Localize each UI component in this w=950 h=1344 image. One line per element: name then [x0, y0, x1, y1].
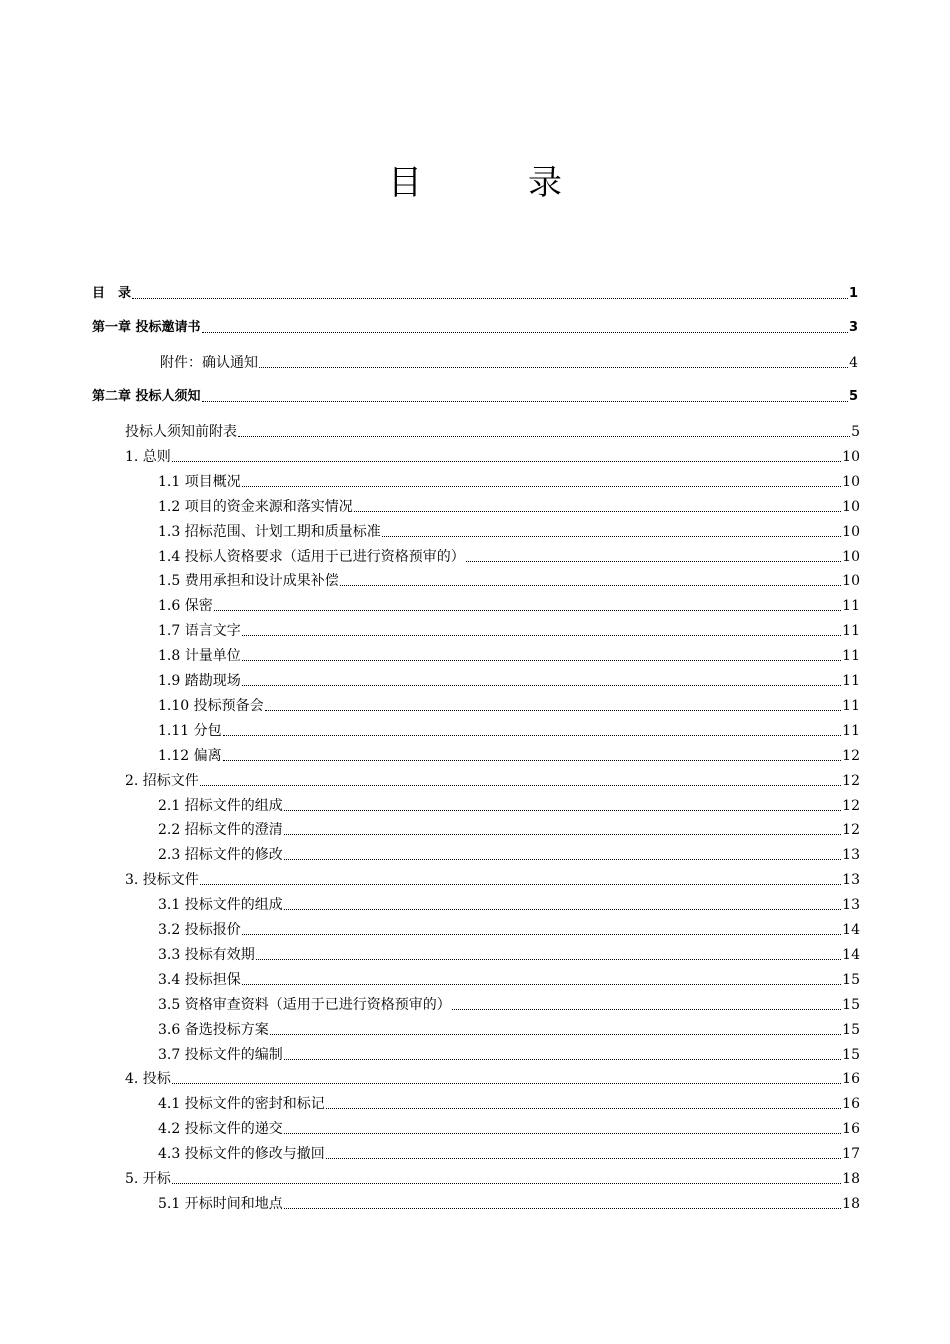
- toc-entry-label: 第一章 投标邀请书: [92, 320, 201, 335]
- toc-entry-page-number: 10: [842, 498, 860, 515]
- toc-entry[interactable]: [125, 448, 860, 466]
- toc-entry-label: 4.2 投标文件的递交: [158, 1121, 283, 1138]
- toc-entry-label: 5. 开标: [125, 1171, 171, 1187]
- toc-entry-page-number: 12: [842, 797, 860, 814]
- toc-entry-label: 3.7 投标文件的编制: [158, 1046, 283, 1063]
- toc-entry[interactable]: [158, 647, 860, 665]
- toc-entry-page-number: 11: [842, 697, 860, 714]
- toc-entry-page-number: 15: [842, 1021, 860, 1038]
- toc-entry-label: 5.1 开标时间和地点: [158, 1195, 283, 1212]
- toc-entry-page-number: 16: [842, 1096, 860, 1113]
- toc-entry[interactable]: [92, 285, 858, 303]
- toc-entry-page-number: 11: [842, 673, 860, 689]
- toc-entry[interactable]: [160, 354, 858, 372]
- toc-entry[interactable]: [158, 996, 860, 1014]
- toc-entry-label: 3.2 投标报价: [158, 922, 241, 938]
- toc-entry-label: 附件：确认通知: [160, 355, 258, 371]
- toc-entry[interactable]: [158, 722, 860, 740]
- toc-entry-label: 4. 投标: [125, 1071, 171, 1088]
- page-title: 目 录: [388, 163, 598, 203]
- toc-entry[interactable]: [158, 747, 860, 765]
- toc-entry-label: 1.5 费用承担和设计成果补偿: [158, 573, 339, 590]
- dot-leader: [326, 1094, 841, 1109]
- toc-entry-page-number: 10: [842, 523, 860, 540]
- dot-leader: [284, 1045, 841, 1060]
- toc-entry[interactable]: [125, 1170, 860, 1188]
- dot-leader: [466, 547, 841, 562]
- toc-entry[interactable]: [125, 1070, 860, 1088]
- toc-entry-label: 1.7 语言文字: [158, 623, 241, 640]
- dot-leader: [242, 472, 841, 487]
- toc-entry-label: 2.1 招标文件的组成: [158, 797, 283, 814]
- dot-leader: [242, 671, 841, 686]
- toc-entry-label: 4.1 投标文件的密封和标记: [158, 1096, 325, 1113]
- toc-entry-page-number: 13: [842, 847, 860, 864]
- toc-entry-label: 2.3 招标文件的修改: [158, 847, 283, 864]
- dot-leader: [200, 870, 841, 885]
- dot-leader: [172, 1069, 841, 1084]
- toc-entry[interactable]: [158, 1046, 860, 1064]
- toc-entry[interactable]: [158, 1095, 860, 1113]
- toc-entry-page-number: 11: [842, 648, 860, 665]
- toc-entry-label: 1.9 踏勘现场: [158, 673, 241, 689]
- toc-entry-page-number: 12: [842, 822, 860, 839]
- toc-entry-page-number: 11: [842, 722, 860, 739]
- toc-entry-page-number: 5: [851, 424, 860, 440]
- dot-leader: [452, 995, 841, 1010]
- toc-entry-label: 投标人须知前附表: [125, 424, 237, 440]
- toc-entry-label: 1.2 项目的资金来源和落实情况: [158, 498, 353, 515]
- toc-entry-label: 3.1 投标文件的组成: [158, 897, 283, 914]
- toc-entry-page-number: 16: [842, 1121, 860, 1138]
- dot-leader: [200, 771, 841, 786]
- toc-entry[interactable]: [158, 846, 860, 864]
- dot-leader: [238, 422, 850, 437]
- toc-entry-label: 3. 投标文件: [125, 872, 199, 889]
- toc-entry[interactable]: [125, 772, 860, 790]
- toc-entry[interactable]: [158, 548, 860, 566]
- toc-entry[interactable]: [158, 1021, 860, 1039]
- toc-entry-label: 3.6 备选投标方案: [158, 1021, 269, 1038]
- dot-leader: [172, 447, 841, 462]
- toc-entry-label: 3.3 投标有效期: [158, 946, 255, 963]
- toc-entry-label: 4.3 投标文件的修改与撤回: [158, 1146, 325, 1163]
- toc-entry-page-number: 10: [842, 473, 860, 490]
- toc-entry[interactable]: [158, 1145, 860, 1163]
- dot-leader: [242, 970, 841, 985]
- toc-entry-label: 3.5 资格审查资料（适用于已进行资格预审的）: [158, 996, 451, 1013]
- dot-leader: [284, 1194, 841, 1209]
- toc-entry-label: 1.1 项目概况: [158, 473, 241, 490]
- toc-entry[interactable]: [158, 572, 860, 590]
- dot-leader: [223, 721, 842, 736]
- dot-leader: [326, 1144, 841, 1159]
- toc-entry-label: 1. 总则: [125, 448, 171, 465]
- dot-leader: [242, 646, 841, 661]
- toc-entry[interactable]: [158, 672, 860, 690]
- toc-entry-page-number: 14: [842, 946, 860, 963]
- dot-leader: [284, 1119, 841, 1134]
- toc-entry[interactable]: [125, 871, 860, 889]
- toc-entry-label: 1.6 保密: [158, 598, 213, 615]
- toc-entry[interactable]: [158, 523, 860, 541]
- toc-entry[interactable]: [158, 473, 860, 491]
- toc-entry-page-number: 15: [842, 1046, 860, 1063]
- toc-entry[interactable]: [92, 319, 858, 337]
- dot-leader: [382, 522, 841, 537]
- dot-leader: [284, 845, 841, 860]
- toc-entry-label: 1.3 招标范围、计划工期和质量标准: [158, 523, 381, 540]
- toc-entry-label: 2. 招标文件: [125, 772, 199, 789]
- toc-entry-page-number: 13: [842, 872, 860, 889]
- toc-entry[interactable]: [125, 423, 860, 441]
- dot-leader: [202, 318, 848, 333]
- toc-entry[interactable]: [158, 971, 860, 989]
- toc-entry-label: 1.10 投标预备会: [158, 697, 264, 714]
- dot-leader: [202, 387, 848, 402]
- toc-entry-page-number: 10: [842, 548, 860, 565]
- toc-entry[interactable]: [158, 697, 860, 715]
- toc-entry-page-number: 12: [842, 747, 860, 764]
- toc-entry[interactable]: [158, 498, 860, 516]
- dot-leader: [284, 895, 841, 910]
- toc-entry[interactable]: [158, 821, 860, 839]
- dot-leader: [354, 497, 841, 512]
- dot-leader: [284, 796, 841, 811]
- toc-entry-label: 1.11 分包: [158, 722, 222, 739]
- toc-entry[interactable]: [158, 1195, 860, 1213]
- toc-entry-page-number: 17: [842, 1146, 860, 1163]
- toc-entry[interactable]: [158, 921, 860, 939]
- toc-entry[interactable]: [92, 388, 858, 406]
- dot-leader: [340, 571, 841, 586]
- toc-entry-label: 1.12 偏离: [158, 747, 222, 764]
- toc-entry[interactable]: [158, 622, 860, 640]
- dot-leader: [270, 1020, 841, 1035]
- toc-entry-page-number: 18: [842, 1171, 860, 1187]
- toc-entry[interactable]: [158, 896, 860, 914]
- toc-entry-page-number: 3: [848, 320, 858, 335]
- toc-entry-page-number: 16: [842, 1071, 860, 1088]
- dot-leader: [265, 696, 842, 711]
- toc-entry-page-number: 10: [842, 573, 860, 590]
- toc-entry-page-number: 11: [842, 598, 860, 615]
- toc-entry-label: 1.8 计量单位: [158, 648, 241, 665]
- dot-leader: [284, 820, 841, 835]
- dot-leader: [172, 1169, 841, 1184]
- dot-leader: [223, 746, 842, 761]
- dot-leader: [242, 621, 841, 636]
- toc-entry-page-number: 1: [848, 286, 858, 301]
- toc-entry[interactable]: [158, 1120, 860, 1138]
- dot-leader: [259, 353, 848, 368]
- toc-entry-label: 2.2 招标文件的澄清: [158, 822, 283, 839]
- toc-entry-page-number: 15: [842, 996, 860, 1013]
- toc-entry-page-number: 14: [842, 922, 860, 938]
- toc-entry-page-number: 18: [842, 1195, 860, 1212]
- toc-entry-label: 3.4 投标担保: [158, 971, 241, 988]
- toc-entry-page-number: 10: [842, 448, 860, 465]
- toc-entry-label: 目 录: [92, 286, 132, 301]
- toc-entry[interactable]: [158, 797, 860, 815]
- toc-entry-page-number: 4: [849, 355, 858, 371]
- dot-leader: [242, 920, 841, 935]
- toc-entry-page-number: 15: [842, 971, 860, 988]
- dot-leader: [256, 945, 841, 960]
- toc-entry[interactable]: [158, 597, 860, 615]
- toc-entry[interactable]: [158, 946, 860, 964]
- toc-entry-page-number: 5: [848, 389, 858, 404]
- toc-entry-page-number: 11: [842, 623, 860, 640]
- toc-entry-label: 1.4 投标人资格要求（适用于已进行资格预审的）: [158, 548, 465, 565]
- dot-leader: [214, 596, 841, 611]
- toc-entry-label: 第二章 投标人须知: [92, 389, 201, 404]
- dot-leader: [132, 284, 848, 299]
- toc-entry-page-number: 13: [842, 897, 860, 914]
- toc-entry-page-number: 12: [842, 772, 860, 789]
